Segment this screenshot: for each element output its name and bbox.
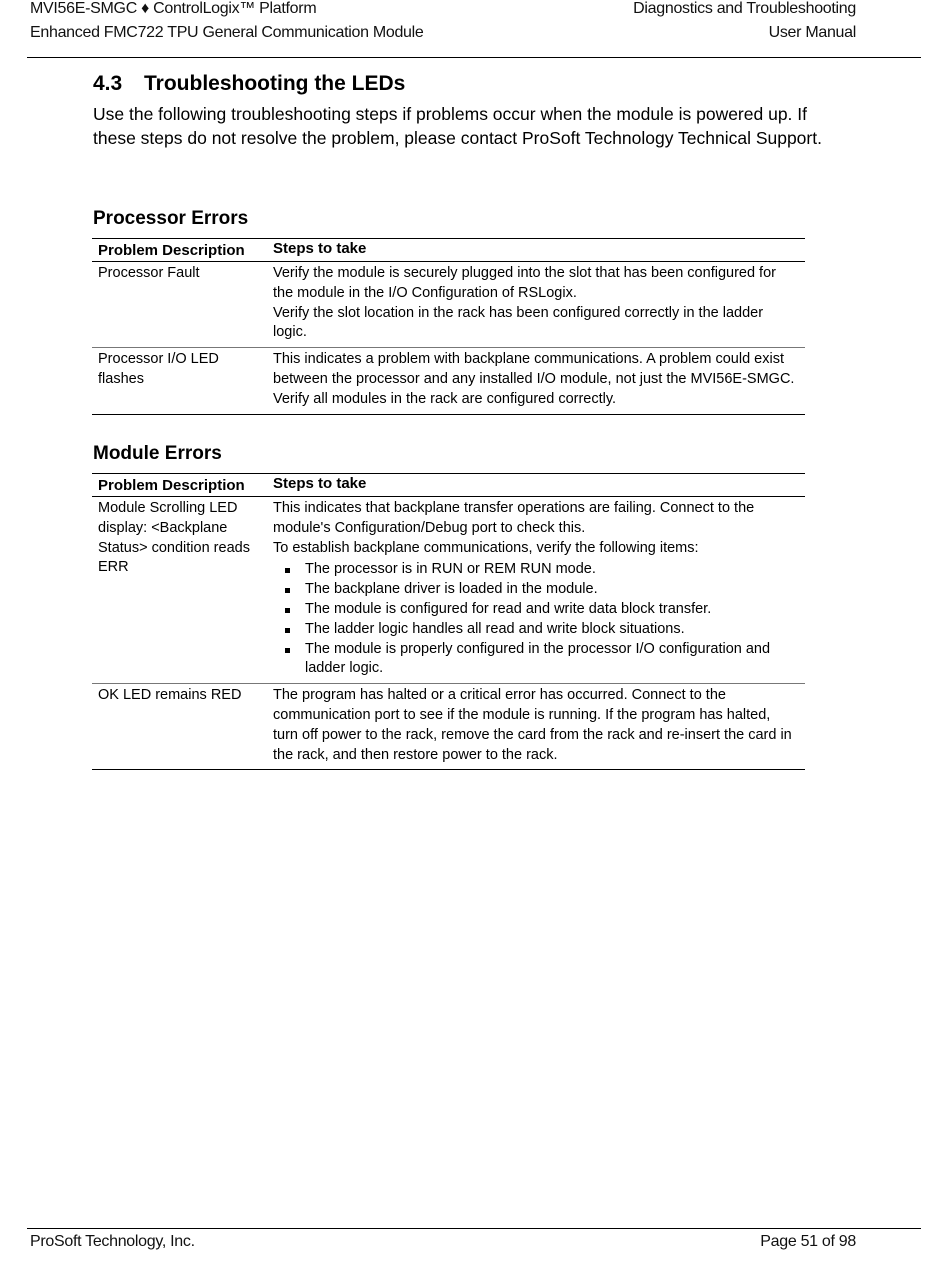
verification-list [273,560,799,679]
problem-cell: Processor Fault [98,265,200,281]
list-item: The backplane driver is loaded in the module. [305,580,799,600]
column-header-steps: Steps to take [273,475,367,492]
list-item: The module is configured for read and write data block transfer. [305,600,799,620]
table-row [92,262,805,348]
section-heading [93,72,405,96]
header-rule [27,57,921,58]
problem-cell: Module Scrolling LED display: <Backplane Status> condition reads ERR [98,500,250,576]
header-chapter-title: Diagnostics and Troubleshooting [633,0,856,17]
footer-rule [27,1228,921,1229]
problem-cell: OK LED remains RED [98,687,242,704]
step-text: Verify the module is securely plugged into the slot that has been configured for the module in the I/O Configuration of RSLogix. [273,265,776,301]
steps-cell [267,262,805,348]
section-number: 4.3 [93,72,123,95]
step-text: To establish backplane communications, verify the following items: [273,539,699,556]
module-errors-table [92,473,805,770]
list-item: The module is properly configured in the processor I/O configuration and ladder logic. [305,640,799,680]
header-module-name: Enhanced FMC722 TPU General Communication Module [30,24,424,41]
step-text: This indicates a problem with backplane communications. A problem could exist between the processor and any installed I/O module, not just the MVI56E-SMGC. Verify all modules in the rack are configured correctly. [273,351,795,407]
list-item: The processor is in RUN or REM RUN mode. [305,560,799,580]
processor-errors-heading: Processor Errors [93,208,249,229]
column-header-problem: Problem Description [98,242,245,259]
header-manual-type: User Manual [768,24,856,41]
table-header-row [92,239,805,262]
steps-cell [267,497,805,684]
column-header-problem: Problem Description [98,477,245,494]
step-text: The program has halted or a critical error has occurred. Connect to the communication port to see if the module is running. If the program has halted, turn off power to the rack, remove the card from the rack and re-insert the card in the rack, and then restore power to the rack. [273,687,792,763]
table-header-row [92,474,805,497]
step-text: This indicates that backplane transfer operations are failing. Connect to the module's Configuration/Debug port to check this. [273,500,755,536]
section-title: Troubleshooting the LEDs [144,72,406,95]
problem-cell: Processor I/O LED flashes [98,351,219,387]
footer-company: ProSoft Technology, Inc. [30,1233,195,1250]
table-row [92,348,805,414]
header-product-line: MVI56E-SMGC ♦ ControlLogix™ Platform [30,0,317,17]
step-text: Verify the slot location in the rack has been configured correctly in the ladder logic. [273,304,764,341]
table-row [92,497,805,684]
processor-errors-table [92,238,805,415]
steps-cell [267,684,805,770]
table-row [92,684,805,770]
footer-page-number: Page 51 of 98 [760,1233,856,1250]
section-intro: Use the following troubleshooting steps if problems occur when the module is powered up. If these steps do not resolve the problem, please contact ProSoft Technology Technical Support. [93,104,822,148]
steps-cell [267,348,805,414]
column-header-steps: Steps to take [273,240,367,257]
module-errors-heading: Module Errors [93,443,222,464]
list-item: The ladder logic handles all read and write block situations. [305,620,799,640]
